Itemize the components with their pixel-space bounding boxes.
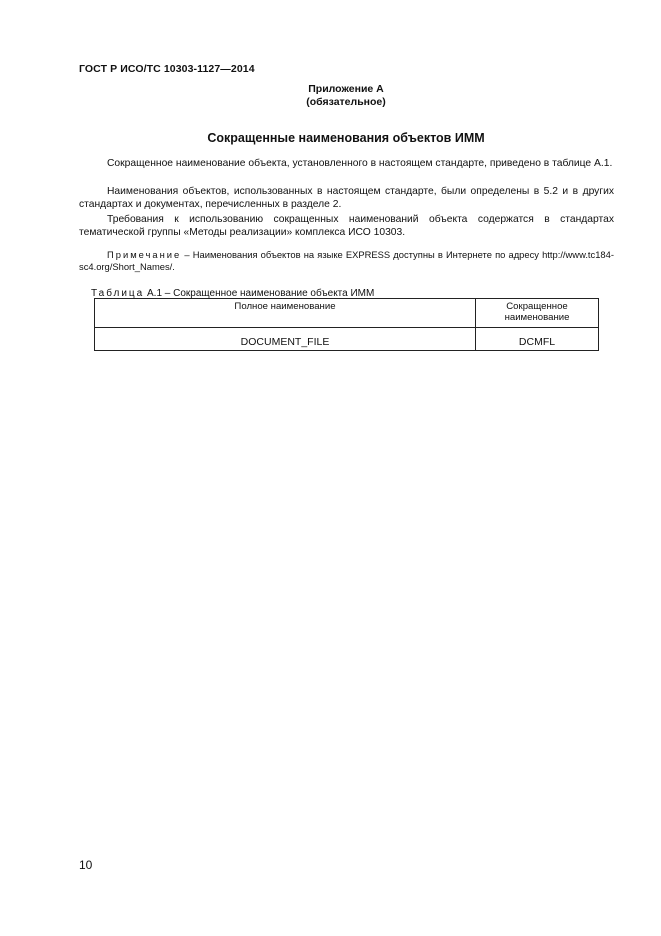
table-row	[95, 328, 599, 351]
table-caption-text: А.1 – Сокращенное наименование объекта ИММ	[144, 288, 375, 299]
note-dash: –	[181, 249, 193, 260]
header-short-name: Сокращенное наименование	[476, 299, 599, 328]
document-id: ГОСТ Р ИСО/ТС 10303-1127—2014	[79, 63, 255, 75]
note-text: Наименования объектов на языке EXPRESS доступны в Интернете по адресу http://www.tc184-sc4.org/Short_Names/.	[79, 249, 614, 272]
page-number: 10	[79, 858, 93, 872]
annex-title: Приложение А	[308, 83, 384, 95]
table-caption-label: Таблица	[91, 288, 145, 299]
paragraph-2: Наименования объектов, использованных в настоящем стандарте, были определены в 5.2 и в других стандартах и документах, перечисленных в разделе 2.	[79, 186, 614, 210]
abbreviation-table	[94, 298, 599, 351]
cell-short-name: DCMFL	[476, 328, 599, 351]
cell-full-name: DOCUMENT_FILE	[95, 328, 476, 351]
table-header-row	[95, 299, 599, 328]
section-title: Сокращенные наименования объектов ИММ	[207, 131, 485, 145]
note	[79, 249, 614, 273]
annex-status: (обязательное)	[306, 96, 386, 108]
header-full-name: Полное наименование	[95, 299, 476, 328]
note-label: Примечание	[107, 249, 182, 260]
paragraph-3: Требования к использованию сокращенных наименований объекта содержатся в стандартах тематической группы «Методы реализации» комплекса ИСО 10303.	[79, 214, 614, 238]
paragraph-1: Сокращенное наименование объекта, установленного в настоящем стандарте, приведено в таблице А.1.	[107, 158, 613, 169]
